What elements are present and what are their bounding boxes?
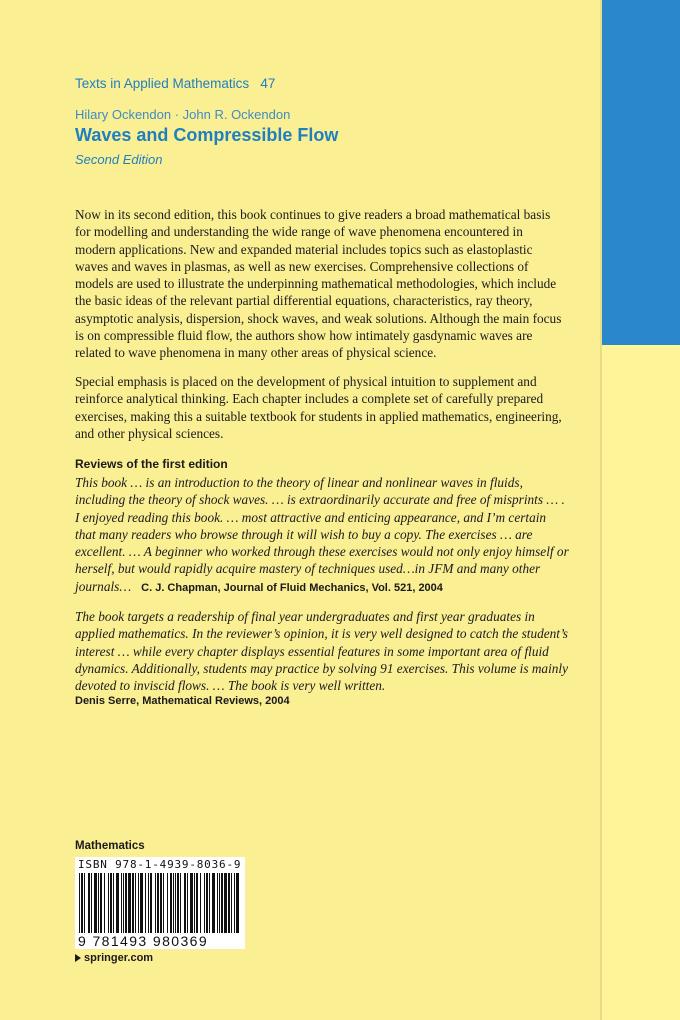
barcode-bar (79, 873, 80, 933)
barcode-bar (91, 873, 92, 933)
barcode-digits: 9 781493 980369 (78, 933, 208, 949)
review-1 (75, 474, 570, 597)
arrow-right-icon (75, 954, 81, 962)
barcode-bar (180, 873, 181, 933)
barcode-bar (100, 873, 102, 933)
review-1-quote: This book … is an introduction to the theory of linear and nonlinear waves in fluids, including the theory of shock waves. … is extraordinarily accurate and free of misprints … . I enjoyed reading this book. … most attractive and enticing appearance, and I’m certain that many readers who browse through it will wish to buy a copy. The exercises … are excellent. … A beginner who worked through these exercises would not only enjoy himself or herself, but would rapidly acquire mastery of techniques used…in JFM and many other journals… (75, 475, 569, 594)
isbn-text: ISBN 978-1-4939-8036-9 (78, 858, 242, 871)
barcode-bar (135, 873, 136, 933)
barcode-bar (121, 873, 122, 933)
blue-side-band (600, 0, 680, 345)
barcode-bar (113, 873, 114, 933)
barcode-bar (194, 873, 195, 933)
barcode-bar (175, 873, 176, 933)
barcode-bar (84, 873, 85, 933)
barcode-bar (163, 873, 164, 933)
barcode-bar (150, 873, 152, 933)
book-title: Waves and Compressible Flow (75, 125, 339, 145)
barcode-bar (132, 873, 134, 933)
barcode-bar (140, 873, 143, 933)
barcode-bar (173, 873, 174, 933)
barcode-bar (236, 873, 239, 933)
barcode-bar (228, 873, 230, 933)
barcode-bar (221, 873, 223, 933)
series-title: Texts in Applied Mathematics 47 (75, 76, 276, 91)
barcode-bar (123, 873, 124, 933)
barcode-bar (125, 873, 127, 933)
review-1-source: C. J. Chapman, Journal of Fluid Mechanics, Vol. 521, 2004 (141, 581, 443, 594)
barcode-bar (94, 873, 97, 933)
barcode-bar (177, 873, 179, 933)
barcode-bar (167, 873, 168, 933)
barcode-bar (200, 873, 201, 933)
barcode-bar (217, 873, 218, 933)
description-paragraph-2: Special emphasis is placed on the development of physical intuition to supplement and reinforce analytical thinking. Each chapter includes a complete set of carefully prepared exercises, making this a suitable textbook for students in applied mathematics, engineering, and other physical sciences. (75, 374, 562, 441)
barcode-bar (206, 873, 208, 933)
barcode-bar (219, 873, 220, 933)
barcode-bar (196, 873, 198, 933)
edition: Second Edition (75, 152, 163, 167)
barcode-bar (116, 873, 119, 933)
barcode-bar (187, 873, 188, 933)
barcode-bar (155, 873, 156, 933)
barcode-bar (157, 873, 159, 933)
barcode-bar (224, 873, 227, 933)
barcode-bar (145, 873, 146, 933)
barcode-bar (204, 873, 205, 933)
barcode-bar (148, 873, 149, 933)
barcode-bar (108, 873, 109, 933)
review-2-quote: The book targets a readership of final year undergraduates and first year graduates in applied mathematics. In the reviewer’s opinion, it is very well designed to catch the student’s interest … while every chapter displays essential features in some important area of fluid dynamics. Additionally, students may practice by solving 91 exercises. This volume is mainly devoted to inviscid flows. … The book is very well written. (75, 609, 569, 694)
barcode-bar (184, 873, 186, 933)
barcode-bar (104, 873, 105, 933)
band-divider (600, 0, 602, 1020)
publisher-url: springer.com (84, 952, 154, 964)
barcode-bar (209, 873, 210, 933)
barcode-bar (138, 873, 139, 933)
publisher-link[interactable] (75, 952, 153, 964)
barcode-panel (75, 857, 245, 949)
barcode-bar (88, 873, 90, 933)
authors: Hilary Ockendon · John R. Ockendon (75, 107, 291, 122)
review-2-source: Denis Serre, Mathematical Reviews, 2004 (75, 695, 290, 707)
barcode-bar (234, 873, 235, 933)
barcode-bar (170, 873, 172, 933)
subject-label: Mathematics (75, 840, 145, 852)
barcode-bar (160, 873, 162, 933)
barcode-graphic (79, 873, 241, 933)
barcode-bar (231, 873, 232, 933)
barcode-bar (110, 873, 112, 933)
reviews-heading: Reviews of the first edition (75, 457, 228, 471)
barcode-bar (212, 873, 215, 933)
barcode-bar (190, 873, 193, 933)
barcode-bar (81, 873, 83, 933)
description-paragraph-1: Now in its second edition, this book continues to give readers a broad mathematical basis for modelling and understanding the wide range of wave phenomena encountered in modern applications. New and expanded material includes topics such as elastoplastic waves and waves in plasmas, as well as new exercises. Comprehensive collections of models are used to illustrate the underpinning mathematical methodologies, which include the basic ideas of the relevant partial differential equations, characteristics, ray theory, asymptotic analysis, dispersion, shock waves, and weak solutions. Although the main focus is on compressible fluid flow, the authors show how intimately gasdynamic waves are related to wave phenomena in many other areas of physical science. (75, 207, 562, 361)
barcode-bar (128, 873, 131, 933)
barcode-bar (98, 873, 99, 933)
yellow-side-band (600, 345, 680, 1020)
